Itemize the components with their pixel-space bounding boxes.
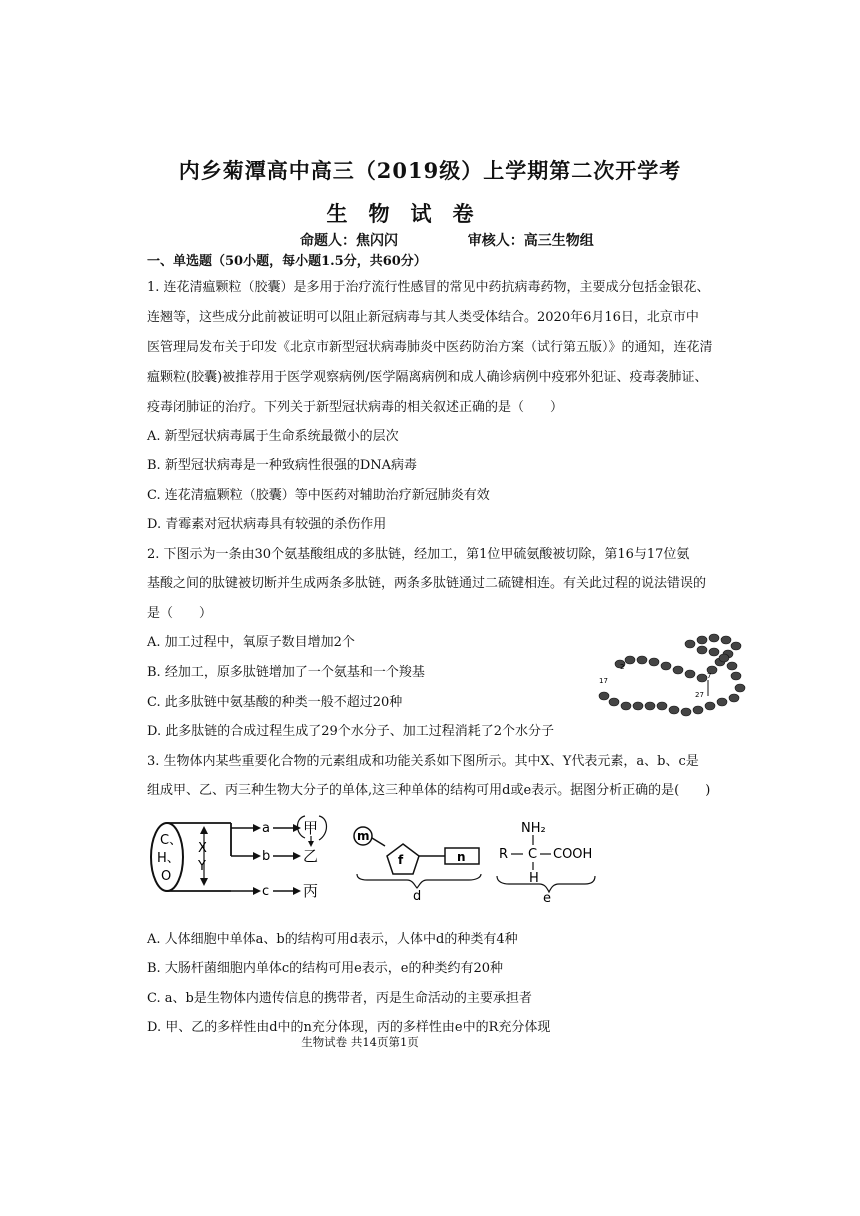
amino-acid-bead bbox=[719, 654, 729, 662]
q2-line: 2. 下图示为一条由30个氨基酸组成的多肽链，经加工，第1位甲硫氨酸被切除，第16与17位氨 bbox=[147, 547, 690, 562]
monomer-b: b bbox=[262, 849, 271, 864]
part-f: f bbox=[398, 853, 404, 867]
y-label: Y bbox=[198, 859, 206, 874]
amino-acid-bead bbox=[709, 648, 719, 656]
label-7: 7 bbox=[707, 672, 712, 680]
amino-acid-bead bbox=[649, 658, 659, 666]
q1-option-a: A. 新型冠状病毒属于生命系统最微小的层次 bbox=[147, 429, 399, 444]
element-o: O bbox=[161, 869, 172, 884]
label-27: 27 bbox=[695, 691, 704, 699]
part-m: m bbox=[357, 829, 370, 843]
amino-nh2: NH₂ bbox=[521, 821, 546, 836]
exam-title: 内乡菊潭高中高三（2019级）上学期第二次开学考 bbox=[178, 158, 682, 183]
amino-acid-bead bbox=[731, 642, 741, 650]
element-h: H、 bbox=[157, 851, 180, 866]
amino-acid-bead bbox=[697, 674, 707, 682]
amino-acid-bead bbox=[645, 702, 655, 710]
amino-acid-bead bbox=[705, 702, 715, 710]
q2-option-a: A. 加工过程中，氧原子数目增加2个 bbox=[147, 635, 355, 650]
q1-line: 1. 连花清瘟颗粒（胶囊）是多用于治疗流行性感冒的常见中药抗病毒药物，主要成分包括金银花、 bbox=[147, 280, 710, 295]
amino-h: H bbox=[529, 871, 539, 886]
q3-line: 组成甲、乙、丙三种生物大分子的单体,这三种单体的结构可用d或e表示。据图分析正确的是( ) bbox=[147, 783, 711, 798]
part-n: n bbox=[457, 850, 466, 864]
amino-acid-bead bbox=[673, 666, 683, 674]
element-c: C、 bbox=[160, 833, 183, 848]
amino-acid-bead bbox=[709, 634, 719, 642]
amino-acid-bead bbox=[697, 636, 707, 644]
e-label: e bbox=[543, 891, 551, 902]
macromolecule-jia: 甲 bbox=[303, 819, 319, 837]
peptide-chain-figure bbox=[590, 630, 760, 725]
amino-acid-bead bbox=[729, 694, 739, 702]
author: 命题人：焦闪闪 bbox=[300, 233, 398, 249]
e-brace bbox=[497, 876, 595, 892]
monomer-c: c bbox=[262, 884, 270, 899]
q2-line: 是（ ） bbox=[147, 606, 213, 621]
amino-acid-bead bbox=[727, 662, 737, 670]
label-2: 2 bbox=[620, 663, 625, 671]
amino-acid-bead bbox=[697, 646, 707, 654]
amino-acid-bead bbox=[685, 640, 695, 648]
amino-acid-bead bbox=[609, 698, 619, 706]
amino-acid-bead bbox=[669, 706, 679, 714]
q1-option-d: D. 青霉素对冠状病毒具有较强的杀伤作用 bbox=[147, 517, 387, 532]
amino-cooh: COOH bbox=[553, 847, 593, 862]
macromolecule-bing: 丙 bbox=[303, 882, 319, 900]
amino-acid-bead bbox=[661, 662, 671, 670]
label-17: 17 bbox=[599, 677, 608, 685]
exam-subtitle: 生 物 试 卷 bbox=[326, 201, 474, 226]
q3-line: 3. 生物体内某些重要化合物的元素组成和功能关系如下图所示。其中X、Y代表元素，a、b、c是 bbox=[147, 754, 699, 769]
amino-acid-bead bbox=[693, 706, 703, 714]
amino-acid-bead bbox=[685, 670, 695, 678]
d-label: d bbox=[413, 889, 422, 902]
q2-option-d: D. 此多肽链的合成过程生成了29个水分子、加工过程消耗了2个水分子 bbox=[147, 724, 555, 739]
q3-option-a: A. 人体细胞中单体a、b的结构可用d表示，人体中d的种类有4种 bbox=[147, 932, 518, 947]
reviewer: 审核人：高三生物组 bbox=[467, 233, 594, 249]
amino-acid-bead bbox=[735, 684, 745, 692]
macromolecule-yi: 乙 bbox=[303, 847, 319, 865]
section-heading: 一、单选题（50小题，每小题1.5分，共60分） bbox=[147, 254, 427, 269]
amino-acid-bead bbox=[637, 656, 647, 664]
authors-line bbox=[300, 230, 594, 250]
amino-acid-bead bbox=[599, 692, 609, 700]
q1-line: 连翘等，这些成分此前被证明可以阻止新冠病毒与其人类受体结合。2020年6月16日，北京市中 bbox=[147, 310, 699, 325]
monomer-a: a bbox=[262, 821, 270, 836]
q1-option-c: C. 连花清瘟颗粒（胶囊）等中医药对辅助治疗新冠肺炎有效 bbox=[147, 488, 490, 503]
q2-option-c: C. 此多肽链中氨基酸的种类一般不超过20种 bbox=[147, 695, 403, 710]
q2-option-b: B. 经加工，原多肽链增加了一个氨基和一个羧基 bbox=[147, 665, 425, 680]
amino-acid-bead bbox=[657, 702, 667, 710]
q3-option-d: D. 甲、乙的多样性由d中的n充分体现，丙的多样性由e中的R充分体现 bbox=[147, 1020, 551, 1035]
page-footer: 生物试卷 共14页第1页 bbox=[301, 1035, 419, 1049]
amino-acid-bead bbox=[717, 698, 727, 706]
x-label: X bbox=[198, 841, 207, 856]
d-brace bbox=[357, 874, 481, 888]
q1-line: 疫毒闭肺证的治疗。下列关于新型冠状病毒的相关叙述正确的是（ ） bbox=[147, 400, 564, 415]
amino-c: C bbox=[528, 847, 538, 862]
q1-option-b: B. 新型冠状病毒是一种致病性很强的DNA病毒 bbox=[147, 458, 418, 473]
compound-relationship-figure bbox=[145, 812, 605, 902]
q1-line: 瘟颗粒(胶囊)被推荐用于医学观察病例/医学隔离病例和成人确诊病例中疫邪外犯证、疫毒袭肺证、 bbox=[147, 370, 708, 385]
q2-line: 基酸之间的肽键被切断并生成两条多肽链，两条多肽链通过二硫键相连。有关此过程的说法错误的 bbox=[147, 576, 707, 591]
amino-acid-bead bbox=[625, 656, 635, 664]
amino-acid-bead bbox=[633, 702, 643, 710]
amino-acid-bead bbox=[721, 636, 731, 644]
amino-acid-bead bbox=[681, 708, 691, 716]
q3-option-c: C. a、b是生物体内遗传信息的携带者，丙是生命活动的主要承担者 bbox=[147, 991, 532, 1006]
amino-acid-bead bbox=[621, 702, 631, 710]
q1-line: 医管理局发布关于印发《北京市新型冠状病毒肺炎中医药防治方案（试行第五版）》的通知，连花清 bbox=[147, 340, 713, 355]
q3-option-b: B. 大肠杆菌细胞内单体c的结构可用e表示，e的种类约有20种 bbox=[147, 961, 504, 976]
amino-r: R bbox=[499, 847, 509, 862]
amino-acid-bead bbox=[731, 672, 741, 680]
